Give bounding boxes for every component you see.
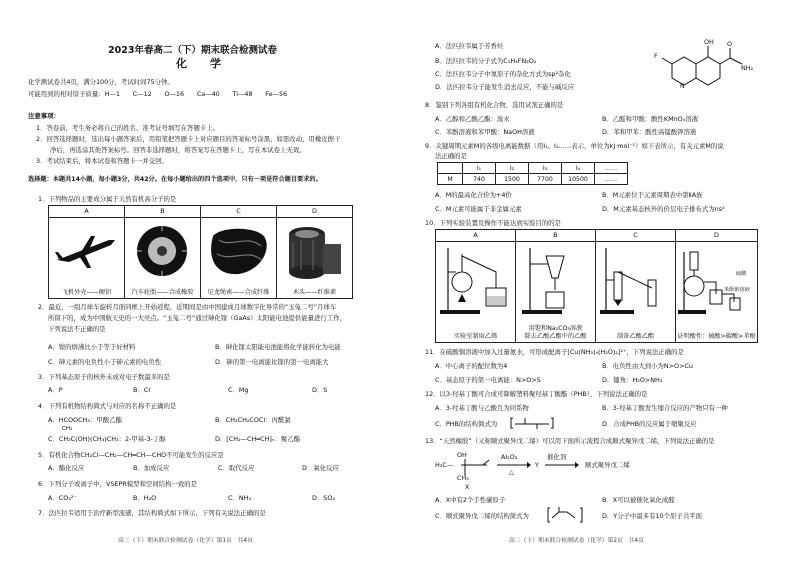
q1-header-d: D xyxy=(276,205,353,218)
scheme-conditions: △ xyxy=(509,468,514,476)
table-cell: 10500 xyxy=(562,174,595,185)
table-cell: 7700 xyxy=(529,174,562,185)
q10-caption-d: 证明酸性：硫酸>碳酸>苯酚 xyxy=(677,333,756,340)
note-line: 1．答卷前，考生务必将自己的姓名、准考证号填写在答题卡上。 xyxy=(36,124,220,132)
atom-nh2: NH₂ xyxy=(741,64,754,72)
q12-option-a: A．3-羟基丁酸与乙酸互为同系物 xyxy=(435,404,529,412)
q8-option-a: A．乙醇和乙酸乙酯：溴水 xyxy=(435,115,510,123)
atom-n: N xyxy=(680,82,685,90)
q11-option-b: B．电负性由大到小为N>O>Cu xyxy=(602,362,693,370)
q10-header-d: D xyxy=(675,229,758,242)
q10-option-c xyxy=(595,241,676,343)
q1-caption-a: 飞机外壳——硬铝 xyxy=(61,289,112,296)
q9-option-a: A．M的最高化合价为+4价 xyxy=(435,191,512,199)
q1-caption-c: 尼龙绳索——合成纤维 xyxy=(207,289,270,296)
phb-structure xyxy=(509,416,555,430)
page-footer: 高二（下）期末联合检测试卷（化学）第2页 共4页 xyxy=(509,538,644,544)
scheme-final: 顺式聚异戊二烯 xyxy=(585,461,630,469)
page-footer: 高二（下）期末联合检测试卷（化学）第1页 共4页 xyxy=(118,538,253,544)
q13-option-c: C．顺式聚异戊二烯的结构简式为 xyxy=(435,512,529,520)
q1-figure xyxy=(48,205,353,298)
q5-option-d: D．氧化反应 xyxy=(302,464,339,472)
q5-option-c: C．取代反应 xyxy=(218,464,255,472)
scheme-reactant-ch3: CH₃ xyxy=(457,474,469,482)
arrow-icon xyxy=(497,462,531,468)
q1-header-c: C xyxy=(200,205,277,218)
arrow-icon xyxy=(545,462,579,468)
q13-stem: 13．“天然橡胶”（又称顺式聚异戊二烯）可以用下面所示流程合成顺式聚异戊二烯，下列说法正确的是 xyxy=(425,437,715,445)
table-header: I₄ xyxy=(562,163,595,174)
q9-line: 法正确的是 xyxy=(435,152,467,160)
q8-option-c: C．苯酚溶液和苯甲酸：NaOH溶液 xyxy=(435,128,535,136)
q8-option-d: D．苯和甲苯：酸性高锰酸钾溶液 xyxy=(602,128,697,136)
info-line: 可能用到的相对原子质量：H—1 C—12 O—16 Ca—40 Ti—48 Fe—56 xyxy=(28,90,288,98)
q6-stem: 6．下列分子或离子中，VSEPR模型和空间结构一致的是 xyxy=(38,480,198,488)
q4-option-c: C．CH₃C(OH)(CH₃)CH₃：2-甲基-3-丁醇 xyxy=(48,435,166,443)
q12-option-b: B．3-羟基丁酸发生缩合反应的产物只有一种 xyxy=(602,404,728,412)
q1-option-d xyxy=(276,217,353,299)
q10-stem: 10．下列实验装置及操作不能达到实验目的的是 xyxy=(425,219,561,227)
table-corner xyxy=(438,163,463,174)
q12-stem: 12．以3-羟基丁酸可合成可降解塑料聚羟基丁酸酯（PHB），下列说法正确的是 xyxy=(425,390,648,398)
q2-line: 所留下的，成为中国航天史的一大亮点。“玉兔二号”通过砷化镓（GaAs）太阳能电池提供能量进行工作， xyxy=(48,314,346,322)
q1-header-b: B xyxy=(124,205,201,218)
scheme-reactant-left: H₃C— xyxy=(435,461,454,469)
q2-option-d: D．砷的第一电离能比镓的第一电离能大 xyxy=(215,358,329,366)
notes-title: 注意事项： xyxy=(28,112,60,120)
q13-reaction-scheme xyxy=(435,450,695,490)
wood-icon xyxy=(277,218,352,282)
table-cell: …… xyxy=(595,174,628,185)
q2-option-b: B．砷化镓太阳能电池能将化学能转化为电能 xyxy=(215,343,341,351)
q6-option-c: C．NH₃ xyxy=(228,494,252,502)
airplane-icon xyxy=(49,218,124,282)
q3-option-c: C．Mg xyxy=(228,386,249,394)
q1-stem: 1．下列物品的主要成分属于天然有机高分子的是 xyxy=(38,195,177,203)
scheme-x-label: X xyxy=(465,483,470,491)
q6-option-d: D．SO₃ xyxy=(312,494,335,502)
exam-title: 2023年春高二（下）期末联合检测试卷 xyxy=(108,45,277,56)
scheme-arrow2-label: 催化剂 xyxy=(547,453,567,461)
q1-option-b xyxy=(124,217,201,299)
scheme-reagent: Al₂O₃ xyxy=(501,453,518,461)
polyisoprene-structure xyxy=(547,506,583,524)
table-header: I₃ xyxy=(529,163,562,174)
q3-stem: 3．下列基态原子的核外未成对电子数最多的是 xyxy=(38,373,170,381)
q6-option-a: A．CO₃²⁻ xyxy=(48,494,77,502)
q4-sub-label: CH₃ xyxy=(62,426,73,432)
q2-option-c: C．砷元素的电负性小于砷元素的电负性 xyxy=(48,358,162,366)
apparatus-a-icon xyxy=(436,242,515,316)
q6-option-b: B．H₂O xyxy=(133,494,157,502)
scheme-product: Y xyxy=(535,461,539,469)
tire-icon xyxy=(125,218,200,282)
q11-stem: 11．在硫酸铜溶液中加入过量氨水，可形成配离子[Cu(NH₃)₄(H₂O)₂]²⁺，下列说法正确的是 xyxy=(425,348,684,356)
q8-stem: 8．鉴别下列各组有机化合物，选用试剂正确的是 xyxy=(425,101,564,109)
q10-caption-c: 制备乙酸乙酯 xyxy=(616,333,655,340)
q3-option-d: D．S xyxy=(312,386,328,394)
q10-header-c: C xyxy=(595,229,676,242)
q10-caption-a: 实验室制取乙烯 xyxy=(453,333,498,340)
favipiravir-structure xyxy=(642,30,762,98)
scheme-reactant-oh: OH xyxy=(457,451,467,459)
q13-option-a: A．X中有2个手性碳原子 xyxy=(435,496,506,504)
q1-caption-b: 汽车轮胎——合成橡胶 xyxy=(131,289,194,296)
q9-line: 9．关键周期元素M的各级电离能数据（用I₁、I₂……表示，单位为kJ·mol⁻¹）如下表所示，有关元素M的说 xyxy=(425,142,724,150)
rope-icon xyxy=(201,218,276,282)
q2-line: 下列说法不正确的是 xyxy=(48,325,106,333)
subject-title: 化 学 xyxy=(176,57,227,70)
q10-header-a: A xyxy=(435,229,516,242)
apparatus-b-icon xyxy=(516,242,595,316)
q1-option-c xyxy=(200,217,277,299)
q10-side-label: 苯酚钠溶液 xyxy=(724,287,750,293)
q1-option-a xyxy=(48,217,125,299)
q10-side-label: 硫酸 xyxy=(736,271,747,277)
q2-line: 2．最近，一组月球车旋转月面同框上开始返程，近期间是由中国建成月球数字化导常的“玉兔二号”月球车 xyxy=(38,303,337,311)
q7-option-a: A．法匹拉韦属于芳香烃 xyxy=(435,42,504,50)
q4-option-b: B．CH₃CH₂COCl：丙酰氯 xyxy=(215,416,291,424)
q1-caption-d: 木头——纤维素 xyxy=(292,289,337,296)
q13-option-b: B．X可以被催化氧化成醛 xyxy=(602,496,675,504)
q12-option-c: C．PHB的结构简式为 xyxy=(435,420,498,428)
atom-f: F xyxy=(654,52,658,60)
q4-stem: 4．下列有机物结构简式与对应的名称不正确的是 xyxy=(38,402,177,410)
note-line: 2．回答选择题时，选出每小题答案后，用铅笔把答题卡上对应题目的答案标号涂黑，如需改动，用橡皮擦干 xyxy=(36,135,341,143)
section-heading: 选择题：本题共14小题，每小题3分，共42分。在每小题给出的四个选项中，只有一项是符合题目要求的。 xyxy=(28,176,322,183)
q10-caption-b2: 除去乙酸乙酯中的乙酸 xyxy=(524,333,587,340)
note-line: 3．考试结束后，将本试卷和答题卡一并交回。 xyxy=(36,157,168,165)
q7-option-b: B．法匹拉韦的分子式为C₅H₄FN₃O₂ xyxy=(435,57,537,65)
q11-option-d: D．键角：H₂O>NH₃ xyxy=(602,376,663,384)
q11-option-c: C．基态原子的第一电离能：N>O>S xyxy=(435,376,541,384)
table-cell: 740 xyxy=(463,174,496,185)
q7-stem: 7．法匹拉韦适用于治疗新型流感，其结构简式如下所示，下列有关说法正确的是 xyxy=(38,509,266,517)
q11-option-a: A．中心离子的配位数为4 xyxy=(435,362,508,370)
ionization-energy-table xyxy=(437,162,628,185)
table-header: …… xyxy=(595,163,628,174)
q12-option-d: D．合成PHB的反应属于缩聚反应 xyxy=(602,420,697,428)
table-row-label: M xyxy=(438,174,463,185)
q10-figure xyxy=(435,229,758,342)
q5-option-a: A．酯化反应 xyxy=(48,464,85,472)
info-line: 化学测试卷共4页，满分100分，考试时间75分钟。 xyxy=(28,78,174,86)
q10-option-d xyxy=(675,241,758,343)
apparatus-d-icon xyxy=(676,242,757,316)
table-header: I₂ xyxy=(496,163,529,174)
q3-option-a: A．P xyxy=(48,386,63,394)
q3-option-b: B．Cr xyxy=(133,386,151,394)
q9-option-b: B．M元素位于元素周期表中第ⅡA族 xyxy=(602,191,703,199)
q2-option-a: A．镍的熔沸比小于等于好材料 xyxy=(48,343,136,351)
q7-option-c: C．法匹拉韦分子中氮原子的杂化方式为sp²杂化 xyxy=(435,70,571,78)
table-header: I₁ xyxy=(463,163,496,174)
q4-option-d: D．[CH₂—CH═CH]ₙ：聚乙酯 xyxy=(215,435,301,443)
q13-option-d: D．Y分子中最多有10个原子共平面 xyxy=(602,512,703,520)
page-2 xyxy=(397,0,794,561)
q9-option-d: D．M元素基态核外的价层电子排布式为ns² xyxy=(602,205,725,213)
table-cell: 1500 xyxy=(496,174,529,185)
q8-option-b: B．乙醛和甲酸：酸性KMnO₄溶液 xyxy=(602,115,699,123)
q5-stem: 5．有机化合物CH₂Cl—CH₂—CH═CH—CHO不可能发生的反应是 xyxy=(38,451,224,459)
q10-option-a xyxy=(435,241,516,343)
atom-o: O xyxy=(727,40,733,48)
q10-caption-b1: 用饱和Na₂CO₃溶液 xyxy=(528,325,583,332)
q9-option-c: C．M元素可能属于非金属元素 xyxy=(435,205,522,213)
atom-oh: OH xyxy=(704,38,714,46)
q4-option-a: A．HCOOCH₃：甲酸乙酯 xyxy=(48,416,122,424)
q1-header-a: A xyxy=(48,205,125,218)
q5-option-b: B．加成反应 xyxy=(133,464,170,472)
note-line: 净后，再选涂其他答案标号。回答非选择题时，将答案写在答题卡上，写在本试卷上无效。 xyxy=(50,146,306,154)
q7-option-d: D．法匹拉韦分子能发生消去反应，不能与碱反应 xyxy=(435,83,575,91)
q10-header-b: B xyxy=(515,229,596,242)
apparatus-c-icon xyxy=(596,242,675,316)
q10-option-b xyxy=(515,241,596,343)
